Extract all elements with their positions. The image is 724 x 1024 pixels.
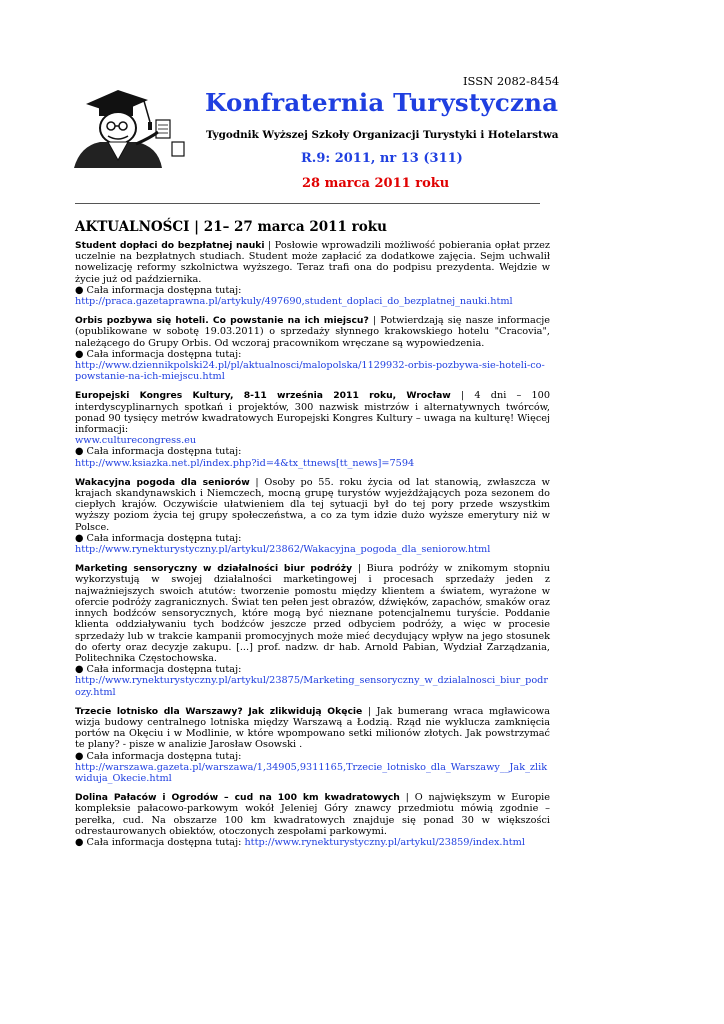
article-info-label: ● Cała informacja dostępna tutaj:: [75, 750, 242, 762]
article-link[interactable]: http://www.rynekturystyczny.pl/artykul/23862/Wakacyjna_pogoda_dla_seniorow.html: [75, 544, 491, 556]
issue-date: 28 marca 2011 roku: [302, 176, 450, 191]
section-title: AKTUALNOŚCI | 21– 27 marca 2011 roku: [75, 219, 387, 235]
issn-number: ISSN 2082-8454: [463, 74, 560, 88]
article-link[interactable]: http://www.rynekturystyczny.pl/artykul/23875/Marketing_sensoryczny_w_dzialalnosci_biur_podrozy.html: [75, 675, 548, 698]
article-extra-link[interactable]: www.culturecongress.eu: [75, 435, 197, 447]
article-headline: Dolina Pałaców i Ogrodów – cud na 100 km kwadratowych: [75, 792, 400, 804]
article-info-label: ● Cała informacja dostępna tutaj:: [75, 836, 242, 848]
article-item: Student dopłaci do bezpłatnej nauki | Posłowie wprowadzili możliwość pobierania opłat przez uczelnie na bezpłatnych studiach. Student może zapłacić za dodatkowe zajęcia. Sejm uchwalił nowelizację reformy szkolnictwa wyższego. Teraz trafi ona do podpisu prezydenta. Wejdzie w życie już od października. ● Cała informacja dostępna tutaj: http://praca.gazetaprawna.pl/artykuly/497690,student_doplaci_do_bezplatnej_nauki.html: [75, 240, 550, 308]
article-info-label: ● Cała informacja dostępna tutaj:: [75, 348, 242, 360]
article-link[interactable]: http://warszawa.gazeta.pl/warszawa/1,34905,9311165,Trzecie_lotnisko_dla_Warszawy__Jak_zlikwiduja_Okecie.html: [75, 761, 548, 784]
article-body: O największym w Europie kompleksie pałacowo-parkowym wokół Jeleniej Góry znawcy przedmiotu mówią zgodnie – perełka, cud. Na obszarze 100 km kwadratowych znajduje się ponad 30 w większości odrestaurowanych obiektów, otoczonych zespołami parkowymi.: [75, 792, 550, 837]
article-link[interactable]: http://www.dziennikpolski24.pl/pl/aktualnosci/malopolska/1129932-orbis-pozbywa-sie-hoteli-co-powstanie-na-ich-miejscu.html: [75, 360, 545, 383]
header-divider: [75, 203, 540, 204]
article-body: Posłowie wprowadzili możliwość pobierania opłat przez uczelnie na bezpłatnych studiach. Student może zapłacić za dodatkowe zajęcia. Sejm uchwalił nowelizację reformy szkolnictwa wyższego. Teraz trafi ona do podpisu prezydenta. Wejdzie w życie już od października.: [75, 240, 550, 285]
article-link[interactable]: http://praca.gazetaprawna.pl/artykuly/497690,student_doplaci_do_bezplatnej_nauki.html: [75, 296, 513, 308]
article-info-label: ● Cała informacja dostępna tutaj:: [75, 532, 242, 544]
article-body: 4 dni – 100 interdyscyplinarnych spotkań i projektów, 300 nazwisk mistrzów i alternatywnych twórców, ponad 90 tysięcy metrów kwadratowych Europejski Kongres Kultury – uwaga na kulturę! Więcej informacji:: [75, 390, 550, 436]
publication-subtitle: Tygodnik Wyższej Szkoły Organizacji Turystyki i Hotelarstwa: [206, 129, 559, 141]
article-body: Jak bumerang wraca mgławicowa wizja budowy centralnego lotniska między Warszawą a Łodzią. Rząd nie wyklucza zamknięcia portów na Okęciu i w Modlinie, w które wpompowano setki milionów złotych. Jak powstrzymać te plany? - pisze w analizie Jarosław Osowski .: [75, 705, 550, 751]
article-link[interactable]: http://www.ksiazka.net.pl/index.php?id=4&tx_ttnews[tt_news]=7594: [75, 457, 415, 469]
article-headline: Orbis pozbywa się hoteli. Co powstanie na ich miejscu?: [75, 315, 369, 327]
article-headline: Trzecie lotnisko dla Warszawy? Jak zlikwidują Okęcie: [75, 705, 363, 717]
article-headline: Marketing sensoryczny w działalności biur podróży: [75, 563, 353, 575]
publication-title: Konfraternia Turystyczna: [205, 88, 559, 117]
article-info-label: ● Cała informacja dostępna tutaj:: [75, 284, 242, 296]
article-item: Orbis pozbywa się hoteli. Co powstanie na ich miejscu? | Potwierdzają się nasze informacje (opublikowane w sobotę 19.03.2011) o sprzedaży słynnego krakowskiego hotelu "Cracovia", należącego do Grupy Orbis. Od wczoraj pracownikom wręczane są wypowiedzenia. ● Cała informacja dostępna tutaj: http://www.dziennikpolski24.pl/pl/aktualnosci/malopolska/1129932-orbis-pozbywa-sie-hoteli-co-powstanie-na-ich-miejscu.html: [75, 315, 550, 383]
article-item: Wakacyjna pogoda dla seniorów | Osoby po 55. roku życia od lat stanowią, zwłaszcza w krajach skandynawskich i Niemczech, mocną grupę turystów wyjeżdżających poza sezonem do ciepłych krajów. Oczywiście ułatwieniem dla tej sytuacji był do tej pory przede wszystkim wyższy poziom życia tej grupy społeczeństwa, a co za tym idzie dużo wyższe emerytury niż w Polsce. ● Cała informacja dostępna tutaj: http://www.rynekturystyczny.pl/artykul/23862/Wakacyjna_pogoda_dla_seniorow.html: [75, 476, 550, 556]
article-headline: Wakacyjna pogoda dla seniorów: [75, 476, 250, 488]
article-item: Dolina Pałaców i Ogrodów – cud na 100 km kwadratowych | O największym w Europie kompleksie pałacowo-parkowym wokół Jeleniej Góry znawcy przedmiotu mówią zgodnie – perełka, cud. Na obszarze 100 km kwadratowych znajduje się ponad 30 w większości odrestaurowanych obiektów, otoczonych zespołami parkowymi. ● Cała informacja dostępna tutaj: http://www.rynekturystyczny.pl/artykul/23859/index.html: [75, 792, 550, 848]
article-headline: Europejski Kongres Kultury, 8-11 września 2011 roku, Wrocław: [75, 390, 451, 402]
article-info-label: ● Cała informacja dostępna tutaj:: [75, 664, 242, 676]
article-link[interactable]: http://www.rynekturystyczny.pl/artykul/23859/index.html: [244, 836, 525, 848]
issue-volume: R.9: 2011, nr 13 (311): [301, 151, 463, 166]
professor-logo-icon: [66, 82, 190, 170]
article-item: Trzecie lotnisko dla Warszawy? Jak zlikwidują Okęcie | Jak bumerang wraca mgławicowa wizja budowy centralnego lotniska między Warszawą a Łodzią. Rząd nie wyklucza zamknięcia portów na Okęciu i w Modlinie, w które wpompowano setki milionów złotych. Jak powstrzymać te plany? - pisze w analizie Jarosław Osowski . ● Cała informacja dostępna tutaj: http://warszawa.gazeta.pl/warszawa/1,34905,9311165,Trzecie_lotnisko_dla_Warszawy__Jak_zlikwiduja_Okecie.html: [75, 705, 550, 784]
article-list: [75, 240, 550, 856]
article-item: Europejski Kongres Kultury, 8-11 września 2011 roku, Wrocław | 4 dni – 100 interdyscyplinarnych spotkań i projektów, 300 nazwisk mistrzów i alternatywnych twórców, ponad 90 tysięcy metrów kwadratowych Europejski Kongres Kultury – uwaga na kulturę! Więcej informacji: www.culturecongress.eu ● Cała informacja dostępna tutaj: http://www.ksiazka.net.pl/index.php?id=4&tx_ttnews[tt_news]=7594: [75, 390, 550, 469]
article-info-label: ● Cała informacja dostępna tutaj:: [75, 446, 242, 458]
article-body: Osoby po 55. roku życia od lat stanowią, zwłaszcza w krajach skandynawskich i Niemczech, mocną grupę turystów wyjeżdżających poza sezonem do ciepłych krajów. Oczywiście ułatwieniem dla tej sytuacji był do tej pory przede wszystkim wyższy poziom życia tej grupy społeczeństwa, a co za tym idzie dużo wyższe emerytury niż w Polsce.: [75, 476, 550, 533]
article-headline: Student dopłaci do bezpłatnej nauki: [75, 240, 265, 251]
article-body: Potwierdzają się nasze informacje (opublikowane w sobotę 19.03.2011) o sprzedaży słynnego krakowskiego hotelu "Cracovia", należącego do Grupy Orbis. Od wczoraj pracownikom wręczane są wypowiedzenia.: [75, 315, 550, 349]
article-item: Marketing sensoryczny w działalności biur podróży | Biura podróży w znikomym stopniu wykorzystują w swojej działalności marketingowej i procesach sprzedaży jeden z najważniejszych swoich atutów: tworzenie pomostu między klientem a światem, wyrażone w ofercie podróży zagranicznych. Świat ten pełen jest obrazów, dźwięków, zapachów, smaków oraz innych bodźców sensorycznych, które mogą być nieznane potencjalnemu turyście. Poddanie klienta oddziaływaniu tych bodźców jeszcze przed odbyciem podróży, a więc w procesie sprzedaży lub w trakcie kampanii promocyjnych może mieć decydujący wpływ na jego stosunek do oferty oraz decyzje zakupu. [...] prof. nadzw. dr hab. Arnold Pabian, Wydział Zarządzania, Politechnika Częstochowska. ● Cała informacja dostępna tutaj: http://www.rynekturystyczny.pl/artykul/23875/Marketing_sensoryczny_w_dzialalnosci_biur_podrozy.html: [75, 563, 550, 698]
article-body: Biura podróży w znikomym stopniu wykorzystują w swojej działalności marketingowej i procesach sprzedaży jeden z najważniejszych swoich atutów: tworzenie pomostu między klientem a światem, wyrażone w ofercie podróży zagranicznych. Świat ten pełen jest obrazów, dźwięków, zapachów, smaków oraz innych bodźców sensorycznych, które mogą być nieznane potencjalnemu turyście. Poddanie klienta oddziaływaniu tych bodźców jeszcze przed odbyciem podróży, a więc w procesie sprzedaży lub w trakcie kampanii promocyjnych może mieć decydujący wpływ na jego stosunek do oferty oraz decyzje zakupu. [...] prof. nadzw. dr hab. Arnold Pabian, Wydział Zarządzania, Politechnika Częstochowska.: [75, 563, 550, 664]
